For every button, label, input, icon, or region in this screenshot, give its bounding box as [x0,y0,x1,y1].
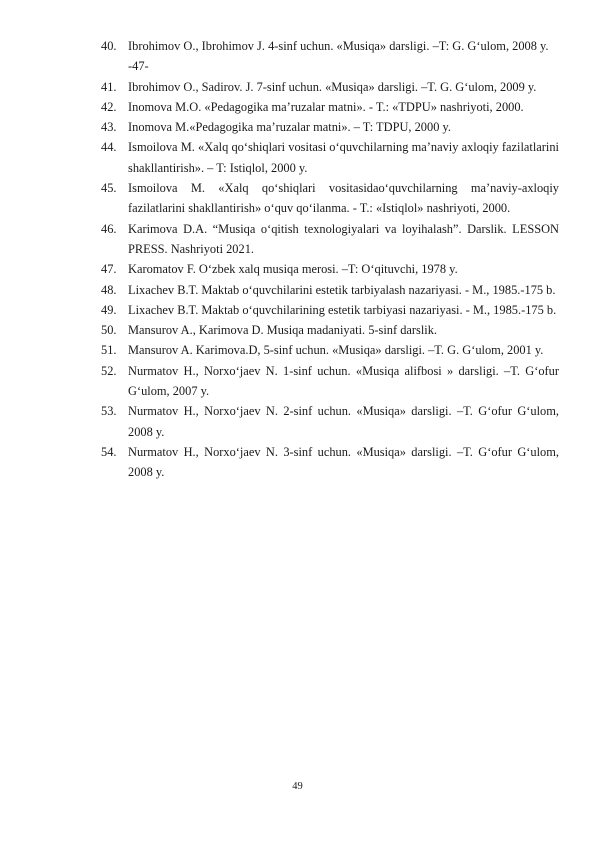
reference-item [101,340,559,360]
reference-item [101,401,559,442]
reference-text: Mansurov A., Karimova D. Musiqa madaniyati. 5-sinf darslik. [128,323,438,338]
reference-text: Ismoilova M. «Xalq qo‘shiqlari vositasi o‘quvchilarning ma’naviy axloqiy fazilatlarini shakllantirish». – T: Istiqlol, 2000 y. [128,140,559,175]
reference-item [101,178,559,219]
reference-list [101,36,559,483]
reference-number: 47. [101,262,117,277]
reference-item [101,117,559,137]
reference-item [101,320,559,340]
reference-item [101,219,559,260]
reference-text: Ismoilova M. «Xalq qo‘shiqlari vositasidao‘quvchilarning ma’naviy-axloqiy fazilatlarini shakllantirish» o‘quv qo‘ilanma. - T.: «Istiqlol» nashriyoti, 2000. [128,181,559,216]
reference-number: 53. [101,404,117,419]
reference-text: Karomatov F. O‘zbek xalq musiqa merosi. –T: O‘qituvchi, 1978 y. [128,262,458,277]
reference-number: 54. [101,444,117,459]
reference-text: Nurmatov H., Norxo‘jaev N. 2-sinf uchun. «Musiqa» darsligi. –T. G‘ofur G‘ulom, 2008 y. [128,404,559,439]
reference-number: 46. [101,221,117,236]
reference-number: 51. [101,343,117,358]
reference-text: Inomova M.«Pedagogika ma’ruzalar matni». – T: TDPU, 2000 y. [128,120,451,135]
reference-item [101,300,559,320]
reference-number: 45. [101,181,117,196]
reference-item [101,442,559,483]
reference-item [101,259,559,279]
reference-item [101,36,559,77]
reference-text: Nurmatov H., Norxo‘jaev N. 1-sinf uchun. «Musiqa alifbosi » darsligi. –T. G‘ofur G‘ulom, 2007 y. [128,363,559,399]
reference-number: 50. [101,323,117,338]
reference-number: 48. [101,282,117,297]
reference-number: 40. [101,39,117,53]
reference-text: Nurmatov H., Norxo‘jaev N. 3-sinf uchun. «Musiqa» darsligi. –T. G‘ofur G‘ulom, 2008 y. [128,444,559,480]
reference-item [101,77,559,97]
reference-text: Ibrohimov O., Ibrohimov J. 4-sinf uchun. «Musiqa» darsligi. –T: G. G‘ulom, 2008 y. -47- [128,39,549,74]
reference-number: 43. [101,120,117,135]
page-number: 49 [292,781,303,792]
reference-text: Ibrohimov O., Sadirov. J. 7-sinf uchun. «Musiqa» darsligi. –T. G. G‘ulom, 2009 y. [128,79,537,94]
reference-text: Mansurov A. Karimova.D, 5-sinf uchun. «Musiqa» darsligi. –T. G. G‘ulom, 2001 y. [128,343,544,358]
reference-number: 49. [101,302,117,317]
reference-text: Inomova M.O. «Pedagogika ma’ruzalar matni». - T.: «TDPU» nashriyoti, 2000. [128,99,524,114]
reference-item [101,97,559,117]
reference-number: 41. [101,79,117,94]
reference-text: Karimova D.A. “Musiqa o‘qitish texnologiyalari va loyihalash”. Darslik. LESSON PRESS. Nashriyoti 2021. [128,221,559,256]
reference-number: 52. [101,363,117,378]
reference-number: 42. [101,99,117,114]
reference-number: 44. [101,140,117,155]
reference-item [101,280,559,300]
reference-item [101,137,559,178]
reference-text: Lixachev B.T. Maktab o‘quvchilarining estetik tarbiyasi nazariyasi. - M., 1985.-175 b. [128,302,557,317]
reference-item [101,361,559,402]
reference-text: Lixachev B.T. Maktab o‘quvchilarini estetik tarbiyalash nazariyasi. - M., 1985.-175 b. [128,282,556,297]
